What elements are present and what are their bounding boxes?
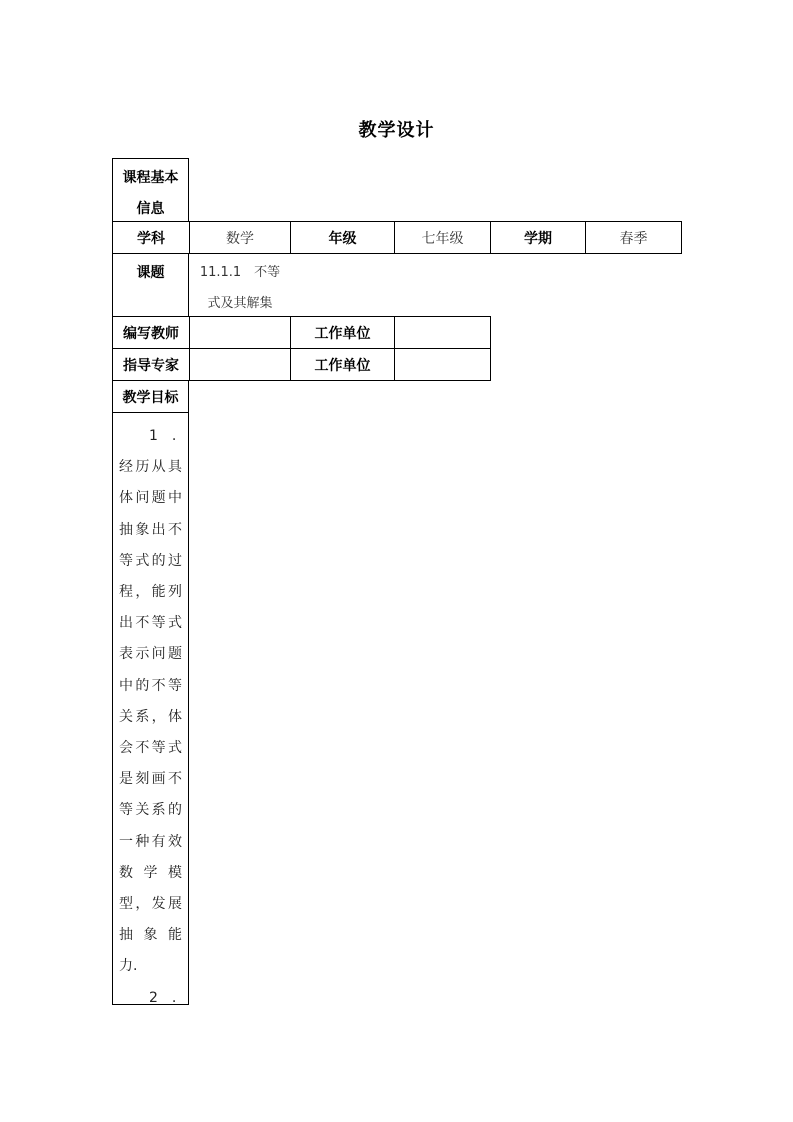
advisor-unit-value-cell bbox=[394, 348, 491, 381]
goals-text-line: 程，能列 bbox=[119, 584, 182, 601]
term-label-cell bbox=[490, 221, 586, 254]
goals-text-line: 抽象能 bbox=[119, 927, 182, 944]
grade-value-cell bbox=[394, 221, 491, 254]
term-label: 学期 bbox=[524, 230, 552, 247]
grade-label-cell bbox=[290, 221, 395, 254]
goals-text-line: 2 . bbox=[149, 989, 177, 1006]
topic-label: 课题 bbox=[136, 265, 165, 281]
basic-info-label-line-1: 课程基本 bbox=[122, 170, 179, 186]
topic-value-block bbox=[189, 253, 291, 317]
advisor-value-cell bbox=[189, 348, 291, 381]
advisor-label-cell bbox=[112, 348, 190, 381]
topic-value-line-2: 式及其解集 bbox=[207, 296, 273, 311]
goals-text-line: 会不等式 bbox=[119, 740, 182, 757]
grade-label: 年级 bbox=[328, 230, 357, 247]
goals-text-line: 1 . bbox=[149, 428, 177, 444]
author-unit-label-cell bbox=[290, 316, 395, 349]
subject-label-cell bbox=[112, 221, 190, 254]
subject-value: 数学 bbox=[226, 230, 254, 247]
goals-text-line: 等关系的 bbox=[119, 802, 182, 819]
goals-text-line: 一种有效 bbox=[119, 833, 182, 850]
goals-text-line: 是刻画不 bbox=[119, 771, 182, 788]
author-label: 编写教师 bbox=[123, 325, 179, 342]
subject-value-cell bbox=[189, 221, 291, 254]
advisor-label: 指导专家 bbox=[123, 357, 179, 374]
advisor-unit-label: 工作单位 bbox=[314, 357, 371, 374]
advisor-unit-label-cell bbox=[290, 348, 395, 381]
basic-info-label-cell bbox=[112, 158, 189, 222]
author-unit-label: 工作单位 bbox=[314, 325, 371, 342]
goals-text-line: 表示问题 bbox=[119, 646, 182, 663]
goals-text-line: 出不等式 bbox=[119, 615, 182, 632]
topic-label-cell bbox=[112, 253, 189, 317]
goals-text-line: 力. bbox=[119, 958, 138, 975]
goals-text-line: 抽象出不 bbox=[119, 521, 182, 538]
grade-value: 七年级 bbox=[421, 230, 464, 247]
goals-text-cell bbox=[112, 412, 189, 1005]
goals-text-line: 体问题中 bbox=[119, 490, 182, 507]
author-value-cell bbox=[189, 316, 291, 349]
author-unit-value-cell bbox=[394, 316, 491, 349]
subject-label: 学科 bbox=[137, 230, 165, 247]
author-label-cell bbox=[112, 316, 190, 349]
goals-text-line: 经历从具 bbox=[119, 459, 182, 476]
goals-text-line: 等式的过 bbox=[119, 552, 182, 569]
goals-text bbox=[119, 421, 182, 1014]
term-value-cell bbox=[585, 221, 682, 254]
topic-value-line-1: 11.1.1 不等 bbox=[199, 265, 281, 280]
goals-text-line: 型，发展 bbox=[119, 896, 182, 913]
goals-label: 教学目标 bbox=[122, 389, 179, 406]
page-title: 教学设计 bbox=[358, 120, 435, 141]
basic-info-label-line-2: 信息 bbox=[136, 201, 165, 217]
goals-text-line: 数学模 bbox=[119, 864, 182, 881]
goals-text-line: 关系，体 bbox=[119, 708, 182, 725]
goals-label-cell bbox=[112, 380, 189, 413]
term-value: 春季 bbox=[619, 230, 648, 247]
goals-text-line: 中的不等 bbox=[119, 677, 182, 694]
